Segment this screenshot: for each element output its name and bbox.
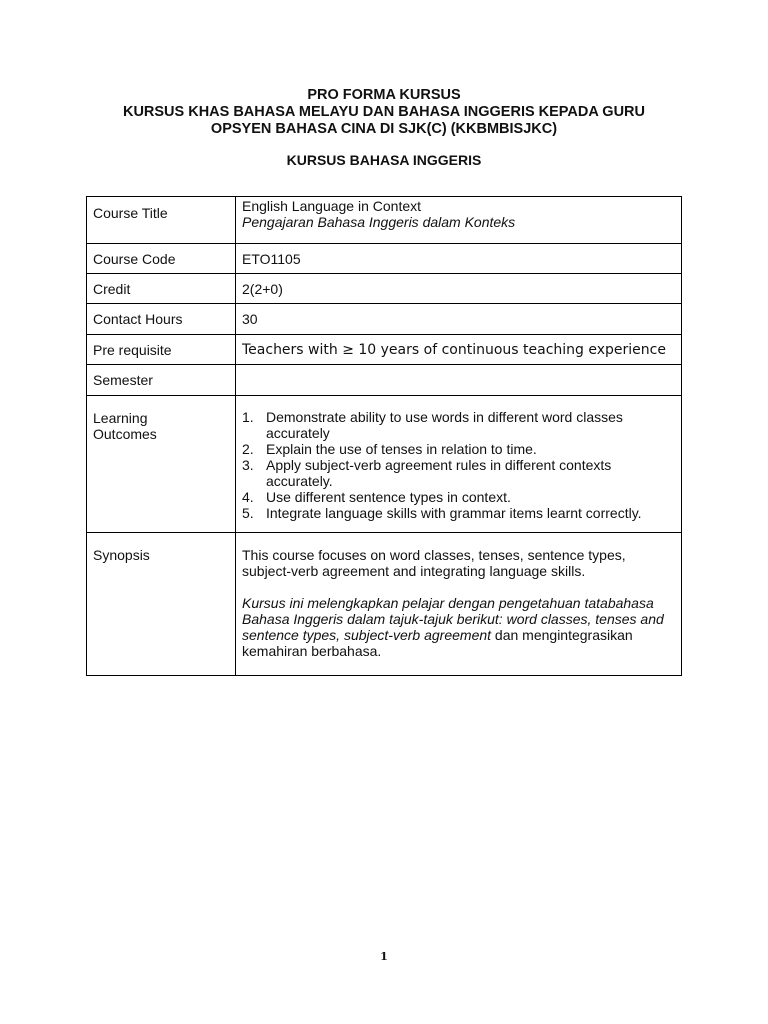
- pre-requisite-label: Pre requisite: [87, 335, 236, 365]
- row-pre-requisite: [87, 335, 682, 365]
- course-title-label: Course Title: [87, 197, 236, 244]
- learning-outcomes-label: [87, 396, 236, 533]
- semester-label: Semester: [87, 365, 236, 396]
- course-title-en: English Language in Context: [242, 198, 422, 214]
- synopsis-malay: [242, 595, 675, 659]
- list-item: [242, 441, 675, 457]
- header-line-3: OPSYEN BAHASA CINA DI SJK(C) (KKBMBISJKC): [210, 121, 558, 137]
- course-code-label: Course Code: [87, 244, 236, 274]
- credit-value: 2(2+0): [236, 274, 682, 304]
- semester-value: [236, 365, 682, 396]
- learning-outcomes-label-line-2: Outcomes: [93, 426, 157, 442]
- row-course-code: [87, 244, 682, 274]
- list-item-text: Explain the use of tenses in relation to time.: [266, 441, 537, 457]
- pre-requisite-value: Teachers with ≥ 10 years of continuous teaching experience: [236, 335, 682, 365]
- header-line-1: PRO FORMA KURSUS: [307, 87, 461, 103]
- list-item: [242, 457, 675, 489]
- synopsis-malay-plain: dan mengintegrasikan kemahiran berbahasa.: [242, 627, 633, 659]
- list-item-text: Use different sentence types in context.: [266, 489, 511, 505]
- contact-hours-label: Contact Hours: [87, 304, 236, 335]
- course-table: [86, 196, 682, 676]
- learning-outcomes-value: [236, 396, 682, 533]
- row-course-title: [87, 197, 682, 244]
- synopsis-malay-italic: Kursus ini melengkapkan pelajar dengan pengetahuan tatabahasa Bahasa Inggeris dalam tajuk-tajuk berikut: word classes, tenses and sentence types, subject-verb agreement: [242, 595, 664, 643]
- list-item-number: 1.: [242, 409, 254, 425]
- synopsis-label: Synopsis: [87, 533, 236, 676]
- list-item: [242, 409, 675, 441]
- course-title-value: [236, 197, 682, 244]
- course-code-value: ETO1105: [236, 244, 682, 274]
- list-item-number: 5.: [242, 505, 254, 521]
- synopsis-value: [236, 533, 682, 676]
- row-synopsis: [87, 533, 682, 676]
- page-number: 1: [380, 950, 388, 963]
- document-header: [0, 87, 768, 138]
- list-item-number: 4.: [242, 489, 254, 505]
- row-semester: [87, 365, 682, 396]
- credit-label: Credit: [87, 274, 236, 304]
- list-item: [242, 505, 675, 521]
- list-item: [242, 489, 675, 505]
- list-item-text: Integrate language skills with grammar items learnt correctly.: [266, 505, 642, 521]
- header-line-2: KURSUS KHAS BAHASA MELAYU DAN BAHASA INGGERIS KEPADA GURU: [122, 104, 646, 120]
- synopsis-english: This course focuses on word classes, tenses, sentence types, subject-verb agreement and integrating language skills.: [242, 547, 626, 579]
- learning-outcomes-label-line-1: Learning: [93, 410, 148, 426]
- row-contact-hours: [87, 304, 682, 335]
- list-item-number: 3.: [242, 457, 254, 473]
- row-credit: [87, 274, 682, 304]
- list-item-text: Apply subject-verb agreement rules in different contexts accurately.: [266, 457, 612, 489]
- list-item-text: Demonstrate ability to use words in different word classes accurately: [266, 409, 623, 441]
- learning-outcomes-list: [242, 409, 675, 521]
- list-item-number: 2.: [242, 441, 254, 457]
- contact-hours-value: 30: [236, 304, 682, 335]
- course-title-ms: Pengajaran Bahasa Inggeris dalam Konteks: [242, 214, 516, 230]
- row-learning-outcomes: [87, 396, 682, 533]
- document-subtitle: KURSUS BAHASA INGGERIS: [286, 152, 482, 168]
